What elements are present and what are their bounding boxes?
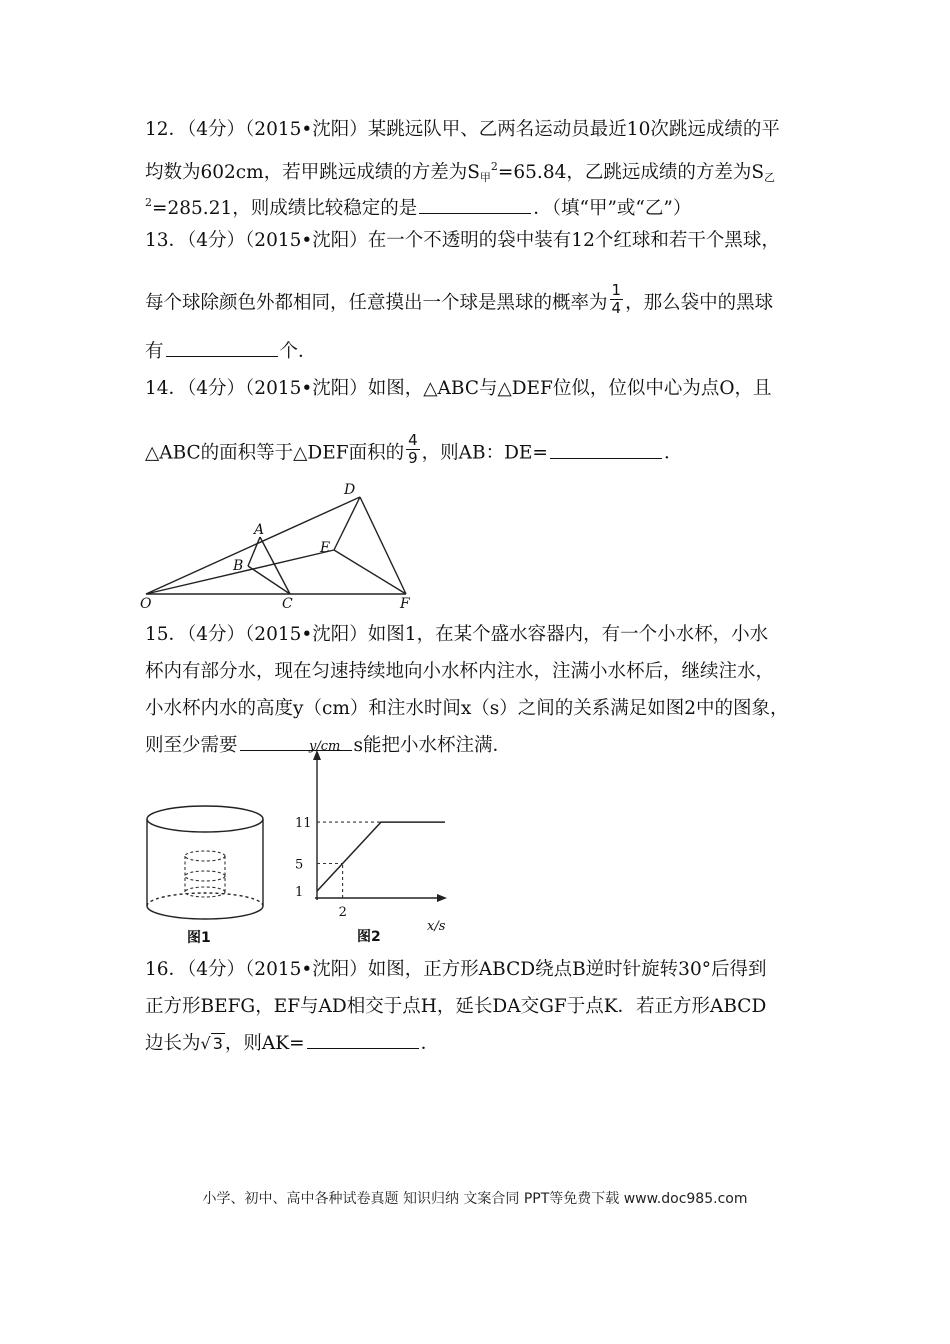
label-F: F [400,596,410,612]
container-bottom-hidden [147,893,263,906]
q13-line2 [145,281,774,321]
q12-text: ．（填“甲”或“乙”） [533,198,692,219]
label-E: E [320,540,331,556]
q13-line1: 13．（4分）（2015•沈阳）在一个不透明的袋中装有12个红球和若干个黑球， [145,230,780,251]
page-footer: 小学、初中、高中各种试卷真题 知识归纳 文案合同 PPT等免费下载 www.doc985.com [202,1191,748,1207]
fraction-numerator: 1 [611,281,622,299]
water-height-chart [285,736,460,948]
fraction-four-ninths [406,432,420,467]
q13-line3 [145,338,317,366]
q16-text: ． [420,1033,440,1054]
q16-line2: 正方形BEFG，EF与AD相交于点H，延长DA交GF于点K．若正方形ABCD [145,996,767,1017]
label-O: O [140,596,152,612]
x-axis-arrow [437,894,447,902]
q13-text: 每个球除颜色外都相同，任意摸出一个球是黑球的概率为 [145,292,608,314]
container-figure [140,792,275,948]
q16-text: ，则AK= [224,1033,305,1054]
q14-text: △ABC的面积等于△DEF面积的 [145,442,405,464]
q14-line2 [145,431,683,471]
cup-top [185,851,225,861]
side-DE [334,497,360,550]
y-tick-1: 1 [295,885,304,901]
sqrt-three [201,1030,225,1058]
side-AC [260,537,290,594]
label-B: B [233,558,244,574]
fraction-denominator: 4 [611,299,622,317]
q15-text: 则至少需要 [145,735,238,756]
q14-text: ． [663,442,683,464]
answer-blank-14[interactable] [550,440,662,459]
label-D: D [344,482,356,498]
sqrt-radicand: 3 [212,1034,223,1053]
q16-text: 边长为 [145,1033,201,1054]
q13-text: 个． [279,341,317,362]
fig1-caption: 图1 [187,930,211,946]
q15-line3: 小水杯内水的高度y（cm）和注水时间x（s）之间的关系满足如图2中的图象， [145,698,789,719]
q15-text: s能把小水杯注满． [353,735,512,756]
side-BC [248,566,290,594]
q12-text: =285.21，则成绩比较稳定的是 [152,198,418,219]
q12-text: 均数为602cm，若甲跳远成绩的方差为S [145,162,480,183]
q16-line3 [145,1030,439,1058]
cup-water-level [185,871,225,881]
q12-sub-jia: 甲 [479,171,491,184]
fraction-denominator: 9 [408,449,418,467]
q16-line1: 16．（4分）（2015•沈阳）如图，正方形ABCD绕点B逆时针旋转30°后得到 [145,959,767,980]
x-tick-2: 2 [338,905,347,920]
y-axis-label: y/cm [309,739,341,754]
series-line [317,822,445,891]
x-axis-label: x/s [427,919,446,934]
label-C: C [282,596,293,612]
label-A: A [254,522,265,538]
q15-line1: 15．（4分）（2015•沈阳）如图1，在某个盛水容器内，有一个小水杯，小水 [145,624,769,645]
fraction-one-quarter [610,282,624,317]
container-bottom [147,906,263,919]
container-top-rim [147,806,263,832]
q12-line1: 12．（4分）（2015•沈阳）某跳远队甲、乙两名运动员最近10次跳远成绩的平 [145,119,780,140]
fraction-numerator: 4 [408,431,418,449]
q12-line3 [145,189,691,223]
answer-blank-16[interactable] [307,1030,419,1049]
y-tick-5: 5 [295,857,304,873]
q12-sup: 2 [490,160,498,173]
q12-sub-yi: 乙 [764,171,776,184]
side-AB [248,537,260,566]
q12-text: =65.84，乙跳远成绩的方差为S [497,162,765,183]
sqrt-symbol: √ [200,1034,211,1053]
answer-blank-12[interactable] [419,195,531,214]
q13-text: 有 [145,341,164,362]
q15-line2: 杯内有部分水，现在匀速持续地向小水杯内注水，注满小水杯后，继续注水， [145,661,775,682]
homothety-figure [138,480,428,612]
q12-line2 [145,153,775,192]
fig2-caption: 图2 [357,929,381,945]
q13-text: ，那么袋中的黑球 [625,292,774,314]
q12-sup: 2 [145,196,152,209]
q14-line1: 14．（4分）（2015•沈阳）如图，△ABC与△DEF位似，位似中心为点O，且 [145,378,772,399]
q14-text: ，则AB：DE= [421,442,548,464]
answer-blank-13[interactable] [166,338,278,357]
cup-bottom [185,887,225,897]
y-tick-11: 11 [295,816,312,832]
